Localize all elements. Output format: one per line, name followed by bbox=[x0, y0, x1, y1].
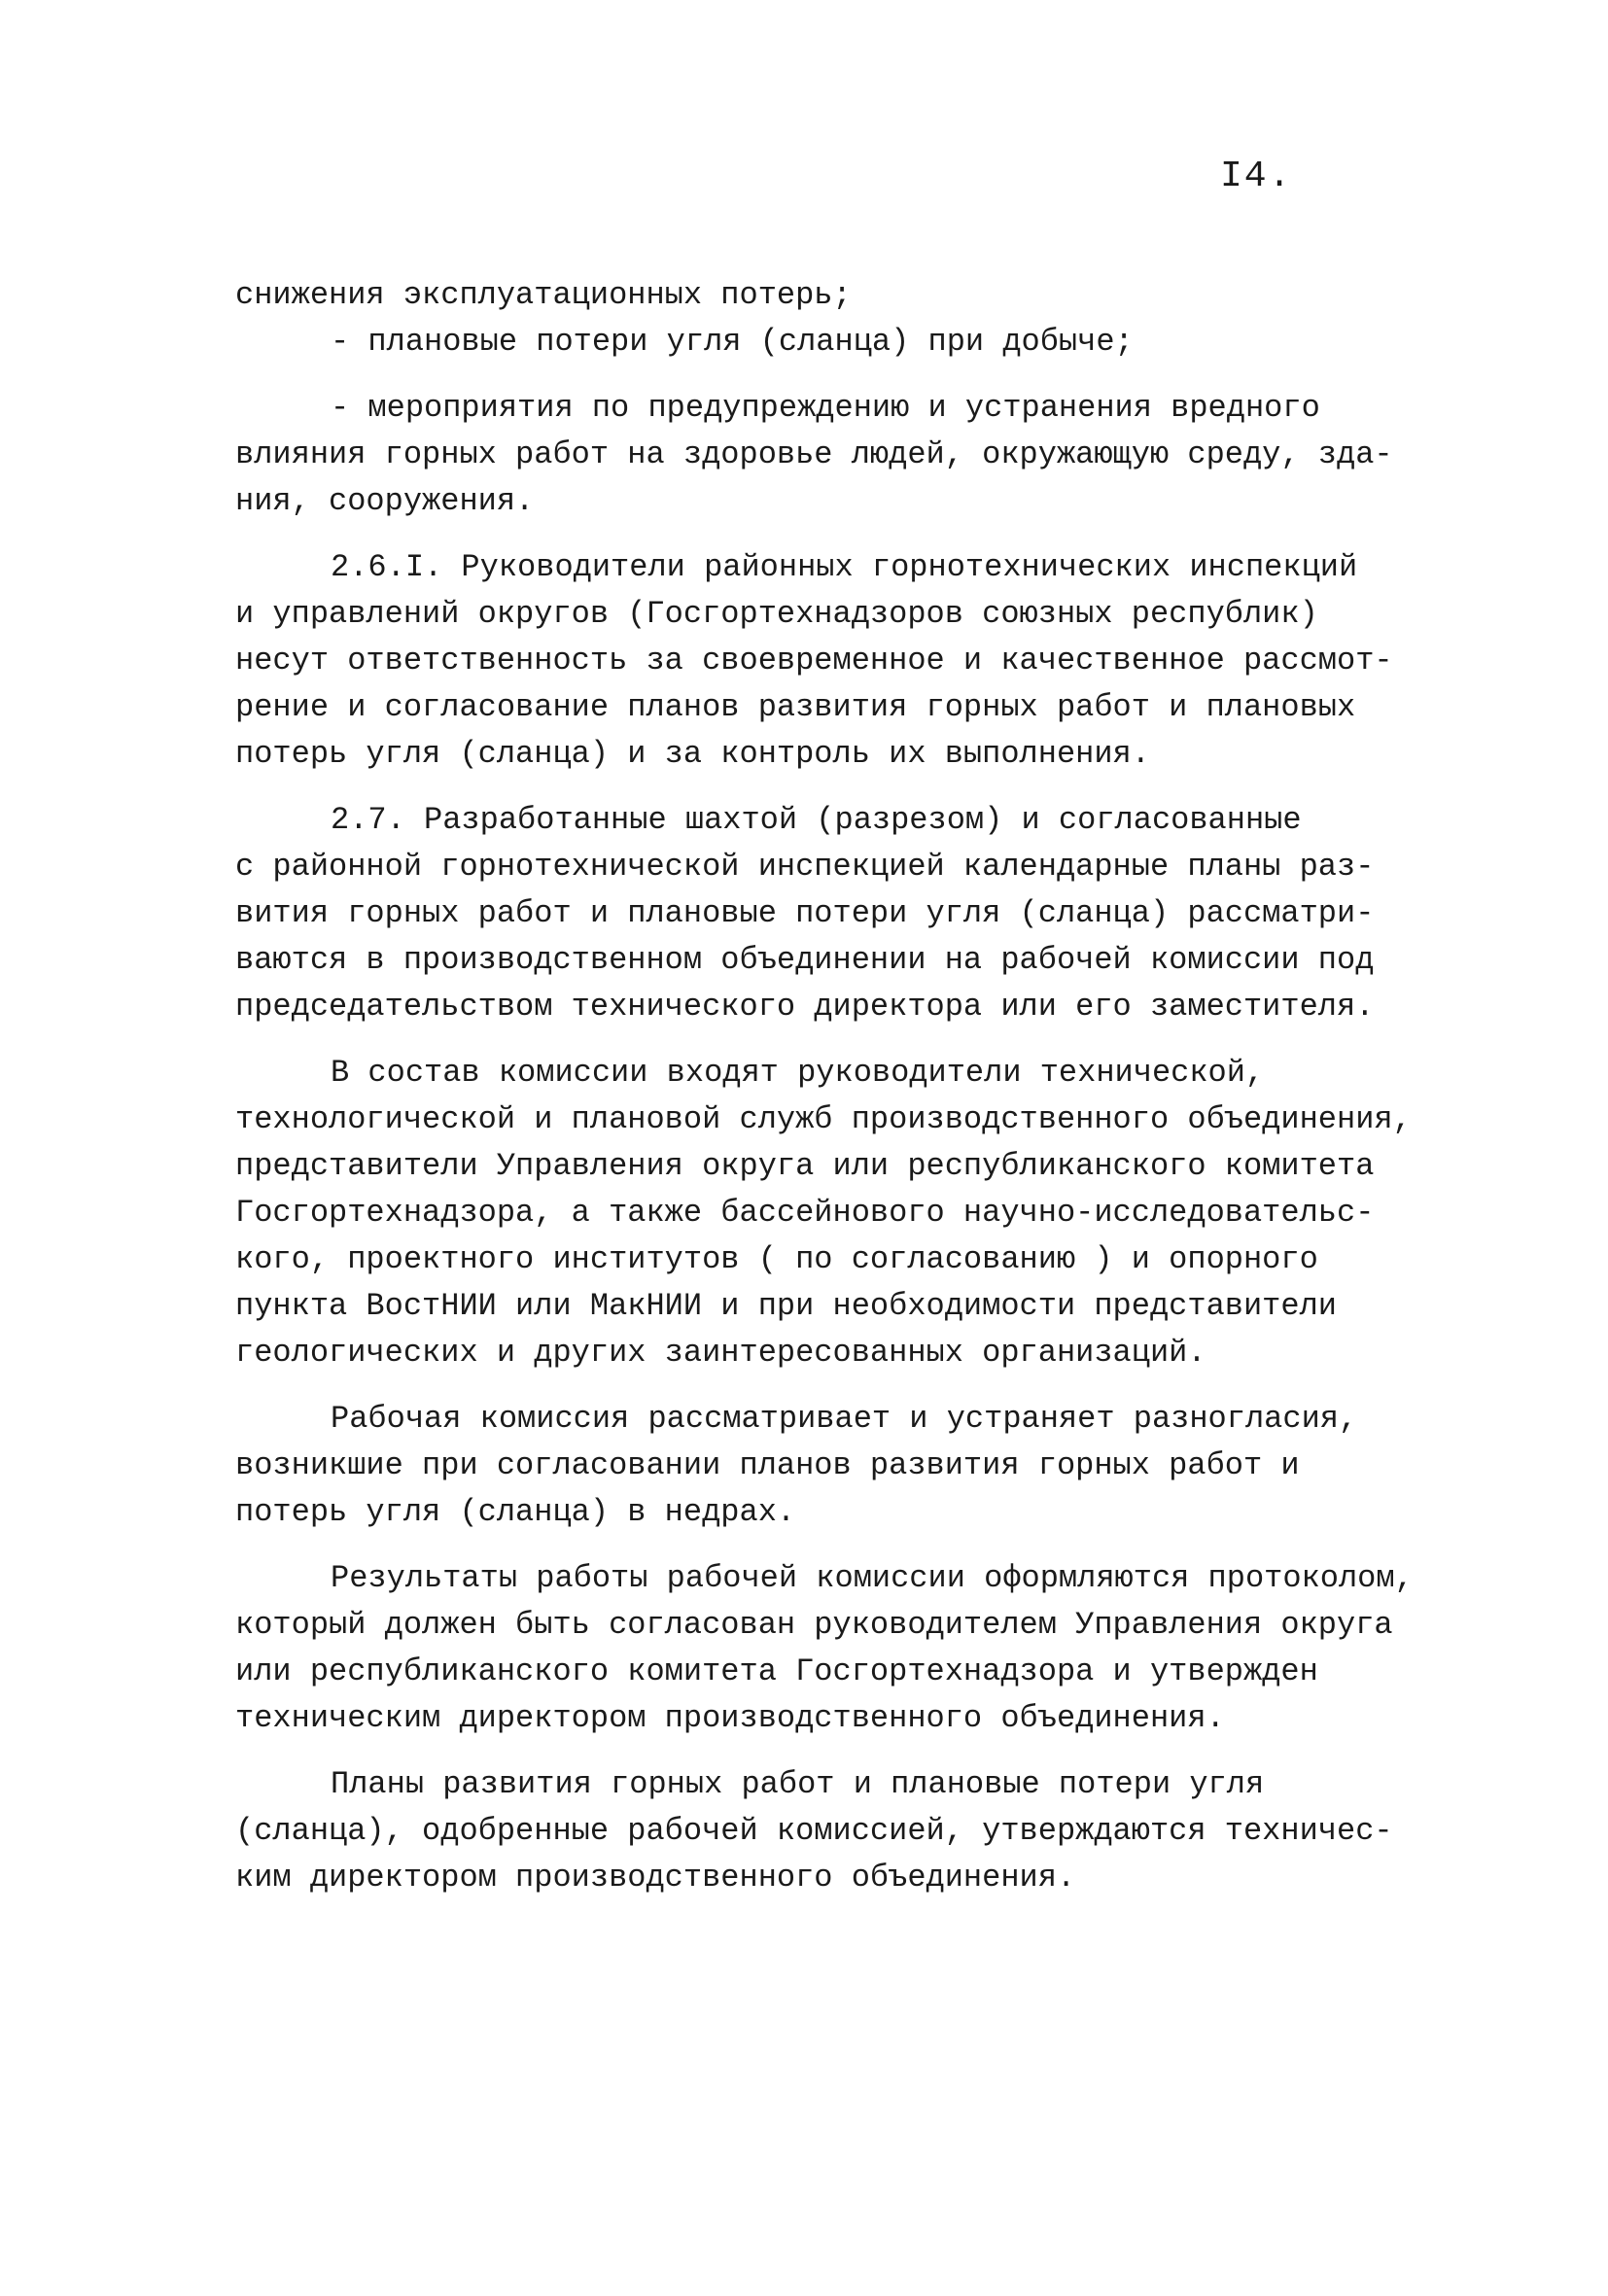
text-line: технологической и плановой служб производственного объединения, bbox=[235, 1101, 1412, 1137]
text-line: рение и согласование планов развития горных работ и плановых bbox=[235, 689, 1356, 725]
text-line: потерь угля (сланца) в недрах. bbox=[235, 1494, 796, 1530]
text-line: пункта ВостНИИ или МакНИИ и при необходимости представители bbox=[235, 1288, 1337, 1324]
paragraph-commission-results bbox=[235, 1555, 1431, 1742]
text-line: или республиканского комитета Госгортехнадзора и утвержден bbox=[235, 1653, 1318, 1689]
text-line: 2.7. Разработанные шахтой (разрезом) и согласованные bbox=[331, 802, 1302, 838]
text-line: Госгортехнадзора, а также бассейнового научно-исследовательс- bbox=[235, 1195, 1375, 1231]
text-line: техническим директором производственного объединения. bbox=[235, 1700, 1225, 1736]
text-line: несут ответственность за своевременное и качественное рассмот- bbox=[235, 643, 1393, 678]
text-line: возникшие при согласовании планов развития горных работ и bbox=[235, 1447, 1300, 1483]
text-line: (сланца), одобренные рабочей комиссией, утверждаются техничес- bbox=[235, 1813, 1393, 1849]
paragraph-2-6-1 bbox=[235, 544, 1431, 778]
text-line: - плановые потери угля (сланца) при добыче; bbox=[331, 324, 1134, 360]
paragraph-commission-members bbox=[235, 1050, 1431, 1376]
text-line: вития горных работ и плановые потери угля (сланца) рассматри- bbox=[235, 895, 1375, 931]
text-line: с районной горнотехнической инспекцией календарные планы раз- bbox=[235, 849, 1375, 885]
text-line: и управлений округов (Госгортехнадзоров союзных республик) bbox=[235, 596, 1318, 632]
text-line: влияния горных работ на здоровье людей, окружающую среду, зда- bbox=[235, 436, 1393, 472]
text-line: председательством технического директора или его заместителя. bbox=[235, 989, 1375, 1025]
paragraph-commission-disagreements bbox=[235, 1396, 1431, 1536]
text-line: ким директором производственного объединения. bbox=[235, 1860, 1076, 1896]
text-line: представители Управления округа или республиканского комитета bbox=[235, 1148, 1375, 1184]
text-line: В состав комиссии входят руководители технической, bbox=[331, 1055, 1265, 1091]
text-line: Рабочая комиссия рассматривает и устраняет разногласия, bbox=[331, 1401, 1358, 1437]
text-line: 2.6.I. Руководители районных горнотехнических инспекций bbox=[331, 549, 1358, 585]
text-line: снижения эксплуатационных потерь; bbox=[235, 277, 852, 313]
text-line: ния, сооружения. bbox=[235, 483, 535, 519]
text-line: кого, проектного институтов ( по согласованию ) и опорного bbox=[235, 1241, 1318, 1277]
text-line: ваются в производственном объединении на рабочей комиссии под bbox=[235, 942, 1375, 978]
page-number: I4. bbox=[1220, 156, 1293, 197]
paragraph-2 bbox=[235, 319, 1431, 365]
paragraph-2-7 bbox=[235, 797, 1431, 1030]
paragraph-plans-approval bbox=[235, 1761, 1431, 1901]
text-line: - мероприятия по предупреждению и устранения вредного bbox=[331, 390, 1320, 426]
paragraph-1 bbox=[235, 272, 1431, 319]
text-line: который должен быть согласован руководителем Управления округа bbox=[235, 1607, 1393, 1643]
text-line: геологических и других заинтересованных организаций. bbox=[235, 1335, 1206, 1371]
paragraph-3 bbox=[235, 385, 1431, 525]
text-line: Планы развития горных работ и плановые потери угля bbox=[331, 1766, 1265, 1802]
text-line: потерь угля (сланца) и за контроль их выполнения. bbox=[235, 736, 1150, 772]
document-body bbox=[235, 272, 1431, 1901]
text-line: Результаты работы рабочей комиссии оформляются протоколом, bbox=[331, 1560, 1414, 1596]
